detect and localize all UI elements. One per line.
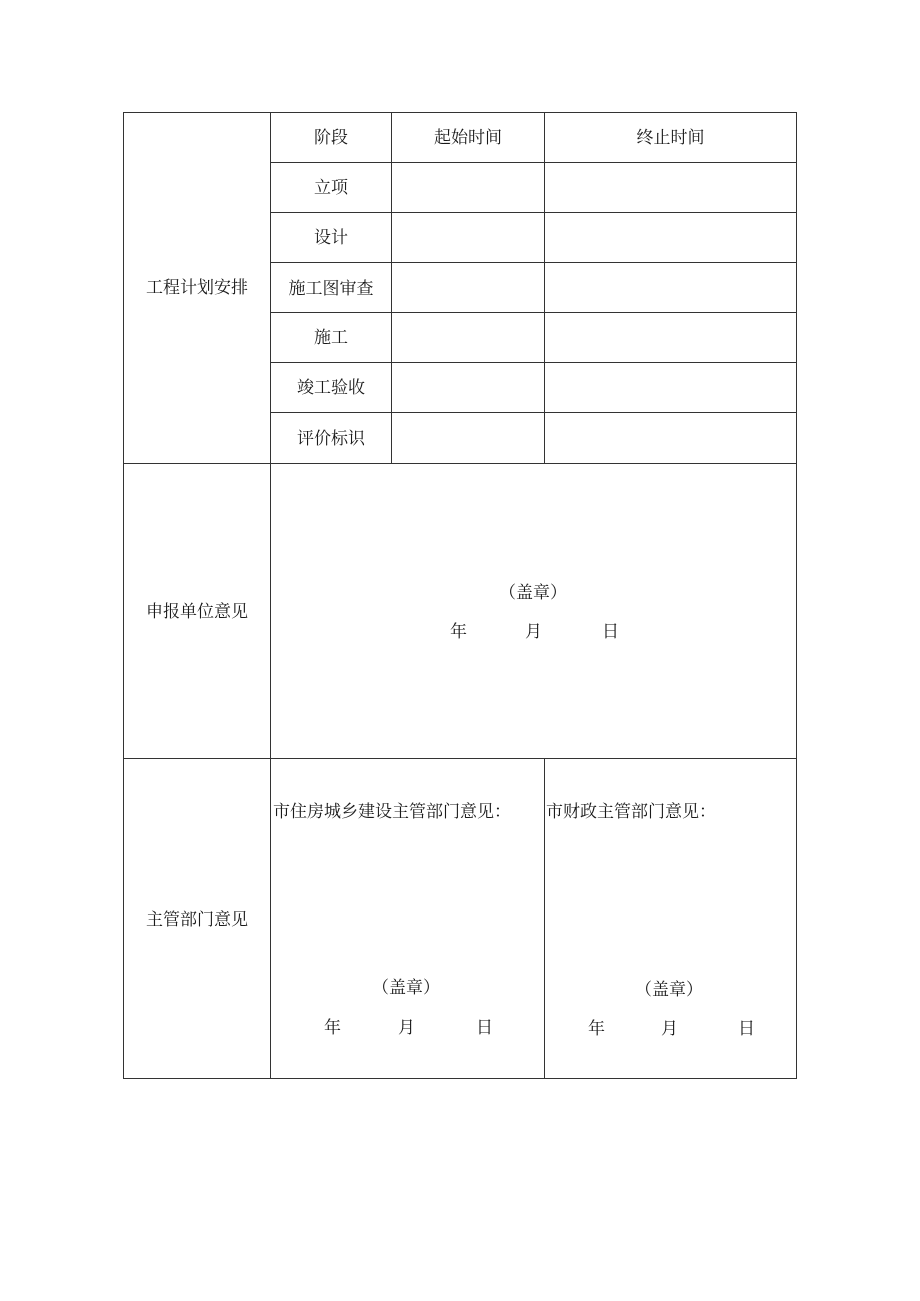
start-time-field[interactable]	[392, 163, 544, 212]
stage-project-approval: 立项	[314, 178, 348, 198]
applicant-opinion-field[interactable]	[271, 464, 796, 574]
end-time-field[interactable]	[545, 313, 796, 362]
table-top-border	[123, 112, 797, 113]
housing-dept-opinion-field[interactable]	[271, 830, 544, 970]
housing-dept-date-year: 年	[324, 1018, 341, 1038]
housing-dept-seal-mark: （盖章）	[372, 978, 440, 998]
stage-drawing-review: 施工图审查	[288, 279, 374, 299]
end-time-field[interactable]	[545, 413, 796, 463]
start-time-column-header: 起始时间	[434, 128, 502, 148]
stage-design: 设计	[314, 228, 348, 248]
schedule-row-label: 工程计划安排	[146, 278, 248, 298]
end-time-field[interactable]	[545, 163, 796, 212]
stage-column-header: 阶段	[314, 128, 348, 148]
applicant-opinion-label: 申报单位意见	[146, 602, 248, 622]
end-time-field[interactable]	[545, 363, 796, 412]
applicant-date-day: 日	[602, 622, 619, 642]
housing-dept-date-month: 月	[398, 1018, 415, 1038]
end-time-field[interactable]	[545, 213, 796, 262]
finance-dept-date-day: 日	[738, 1019, 755, 1039]
applicant-date-year: 年	[450, 622, 467, 642]
housing-dept-opinion-title: 市住房城乡建设主管部门意见：	[273, 802, 511, 822]
end-time-column-header: 终止时间	[636, 128, 705, 148]
applicant-date-month: 月	[525, 622, 542, 642]
start-time-field[interactable]	[392, 213, 544, 262]
table-bottom-border	[123, 1078, 797, 1079]
end-time-field[interactable]	[545, 263, 796, 312]
housing-dept-date-day: 日	[476, 1018, 493, 1038]
start-time-field[interactable]	[392, 263, 544, 312]
finance-dept-opinion-title: 市财政主管部门意见：	[546, 802, 716, 822]
finance-dept-date-year: 年	[588, 1019, 605, 1039]
authority-opinion-label: 主管部门意见	[146, 910, 248, 930]
table-right-border	[796, 112, 797, 1079]
applicant-seal-mark: （盖章）	[499, 583, 567, 603]
finance-dept-seal-mark: （盖章）	[635, 980, 703, 1000]
table-left-border	[123, 112, 124, 1079]
stage-construction: 施工	[314, 328, 348, 348]
start-time-field[interactable]	[392, 413, 544, 463]
finance-dept-opinion-field[interactable]	[545, 830, 796, 970]
stage-evaluation-label: 评价标识	[297, 429, 365, 449]
section-divider	[123, 758, 797, 759]
finance-dept-date-month: 月	[661, 1019, 678, 1039]
stage-completion-acceptance: 竣工验收	[297, 378, 365, 398]
start-time-field[interactable]	[392, 313, 544, 362]
start-time-field[interactable]	[392, 363, 544, 412]
